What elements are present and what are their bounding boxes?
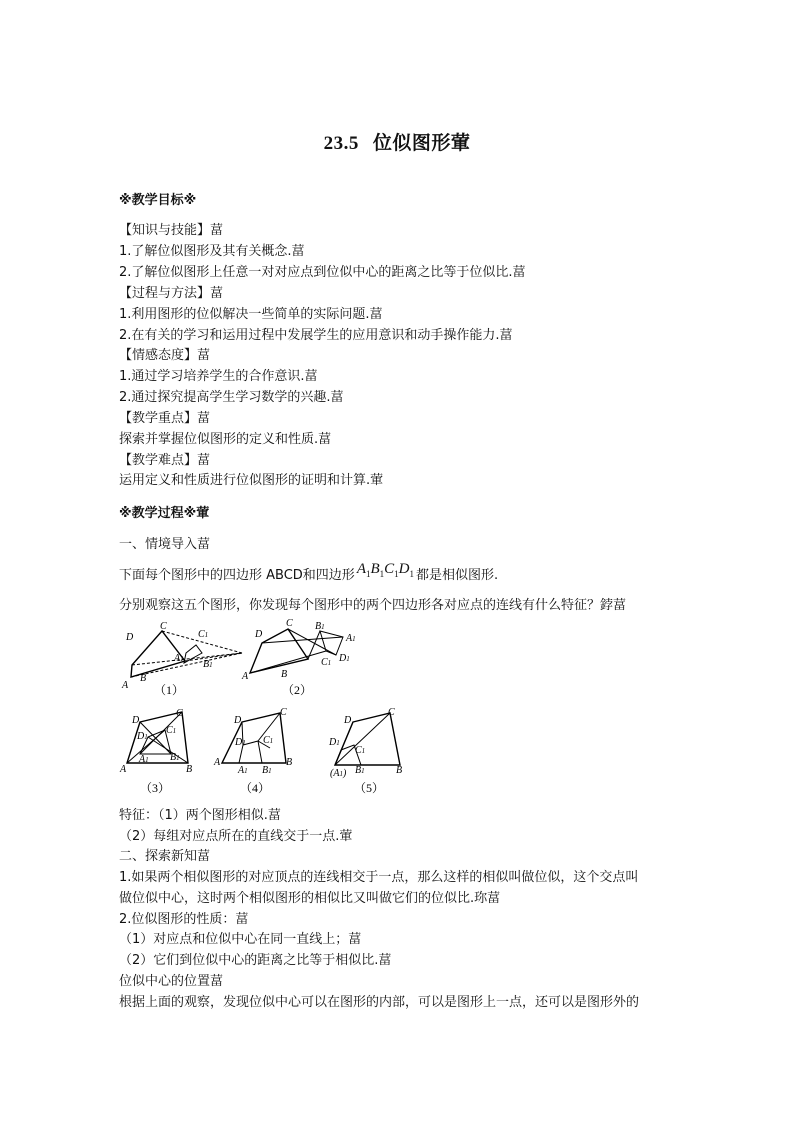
emotion-item-2: 2.通过探究提高学生学习数学的兴趣.葍	[119, 390, 344, 405]
svg-text:A1: A1	[174, 653, 184, 664]
svg-text:C1: C1	[263, 735, 274, 746]
knowledge-item-1: 1.了解位似图形及其有关概念.葍	[119, 244, 305, 259]
svg-text:(A1): (A1)	[330, 768, 347, 779]
page-title	[0, 128, 794, 155]
svg-text:B: B	[140, 673, 147, 684]
svg-text:C1: C1	[198, 629, 209, 640]
property-heading: 2.位似图形的性质：葍	[119, 912, 249, 927]
figure-1	[131, 631, 242, 677]
figure-4	[222, 713, 286, 763]
svg-text:A: A	[120, 764, 127, 775]
svg-text:D: D	[132, 715, 140, 726]
svg-text:A: A	[242, 671, 249, 682]
emotion-item-1: 1.通过学习培养学生的合作意识.葍	[119, 369, 318, 384]
svg-text:C: C	[280, 707, 287, 718]
intro-post: 都是相似图形.	[416, 568, 499, 583]
property-1: （1）对应点和位似中心在同一直线上；葍	[119, 932, 362, 947]
key-heading: 【教学重点】葍	[119, 411, 211, 426]
svg-text:B1: B1	[203, 659, 213, 670]
objectives-heading: ※教学目标※	[119, 193, 197, 208]
svg-text:D1: D1	[235, 737, 246, 748]
svg-text:D: D	[255, 629, 263, 640]
svg-text:B: B	[186, 764, 193, 775]
svg-text:B: B	[396, 765, 403, 776]
svg-text:B: B	[281, 669, 288, 680]
definition-line-1: 1.如果两个相似图形的对应顶点的连线相交于一点，那么这样的相似叫做位似，这个交点叫	[119, 870, 639, 885]
process-item-2: 2.在有关的学习和运用过程中发展学生的应用意识和动手操作能力.葍	[119, 328, 513, 343]
svg-text:A: A	[214, 757, 221, 768]
question-text: 分别观察这五个图形，你发现每个图形中的两个四边形各对应点的连线有什么特征？鋍葍	[119, 598, 627, 613]
intro-sentence	[119, 561, 499, 589]
figure-caption-2: （2）	[282, 683, 313, 697]
figures-diagram	[110, 615, 440, 800]
svg-text:A1: A1	[139, 754, 149, 765]
section-2-heading: 二、探索新知葍	[119, 849, 211, 864]
section-1-heading: 一、情境导入葍	[119, 537, 211, 552]
svg-text:C1: C1	[355, 745, 366, 756]
svg-text:D: D	[344, 715, 352, 726]
intro-pre: 下面每个图形中的四边形 ABCD和四边形	[119, 568, 355, 583]
svg-text:B: B	[286, 757, 293, 768]
svg-text:D1: D1	[329, 737, 340, 748]
svg-text:C: C	[160, 621, 167, 632]
knowledge-heading: 【知识与技能】葍	[119, 223, 224, 238]
center-heading: 位似中心的位置葍	[119, 974, 224, 989]
svg-text:A1: A1	[346, 633, 356, 644]
svg-text:B1: B1	[262, 765, 272, 776]
svg-text:B1: B1	[315, 621, 325, 632]
feature-2: （2）每组对应点所在的直线交于一点.葷	[119, 829, 353, 844]
process-heading: 【过程与方法】葍	[119, 286, 224, 301]
difficult-text: 运用定义和性质进行位似图形的证明和计算.葷	[119, 473, 384, 488]
property-2: （2）它们到位似中心的距离之比等于相似比.葍	[119, 953, 392, 968]
intro-math: $A_1B_1C_1D_1$	[356, 561, 415, 579]
figure-caption-4: （4）	[240, 781, 271, 795]
svg-text:D1: D1	[339, 653, 350, 664]
figure-caption-5: （5）	[354, 781, 385, 795]
svg-text:D1: D1	[137, 731, 148, 742]
svg-text:C: C	[388, 707, 395, 718]
knowledge-item-2: 2.了解位似图形上任意一对对应点到位似中心的距离之比等于位似比.葍	[119, 265, 526, 280]
svg-text:A: A	[122, 680, 129, 691]
title-number: 23.5	[323, 133, 359, 154]
svg-text:B1: B1	[355, 765, 365, 776]
key-text: 探索并掌握位似图形的定义和性质.葍	[119, 432, 332, 447]
figure-caption-1: （1）	[154, 683, 185, 697]
figure-caption-3: （3）	[140, 781, 171, 795]
difficult-heading: 【教学难点】葍	[119, 453, 211, 468]
emotion-heading: 【情感态度】葍	[119, 348, 211, 363]
process-section-heading: ※教学过程※葷	[119, 506, 210, 521]
svg-text:B1: B1	[170, 752, 180, 763]
svg-text:C1: C1	[321, 657, 332, 668]
title-text: 位似图形葷	[372, 132, 471, 154]
feature-1: 特征：（1）两个图形相似.葍	[119, 808, 281, 823]
definition-line-2: 做位似中心，这时两个相似图形的相似比又叫做它们的位似比.珎葍	[119, 891, 501, 906]
process-item-1: 1.利用图形的位似解决一些简单的实际问题.葍	[119, 307, 383, 322]
svg-text:C1: C1	[166, 725, 177, 736]
svg-text:D: D	[126, 632, 134, 643]
svg-text:A1: A1	[238, 765, 248, 776]
center-text: 根据上面的观察，发现位似中心可以在图形的内部，可以是图形上一点，还可以是图形外的	[119, 995, 640, 1010]
svg-text:C: C	[286, 618, 293, 629]
svg-text:C: C	[176, 708, 183, 719]
svg-text:D: D	[234, 715, 242, 726]
